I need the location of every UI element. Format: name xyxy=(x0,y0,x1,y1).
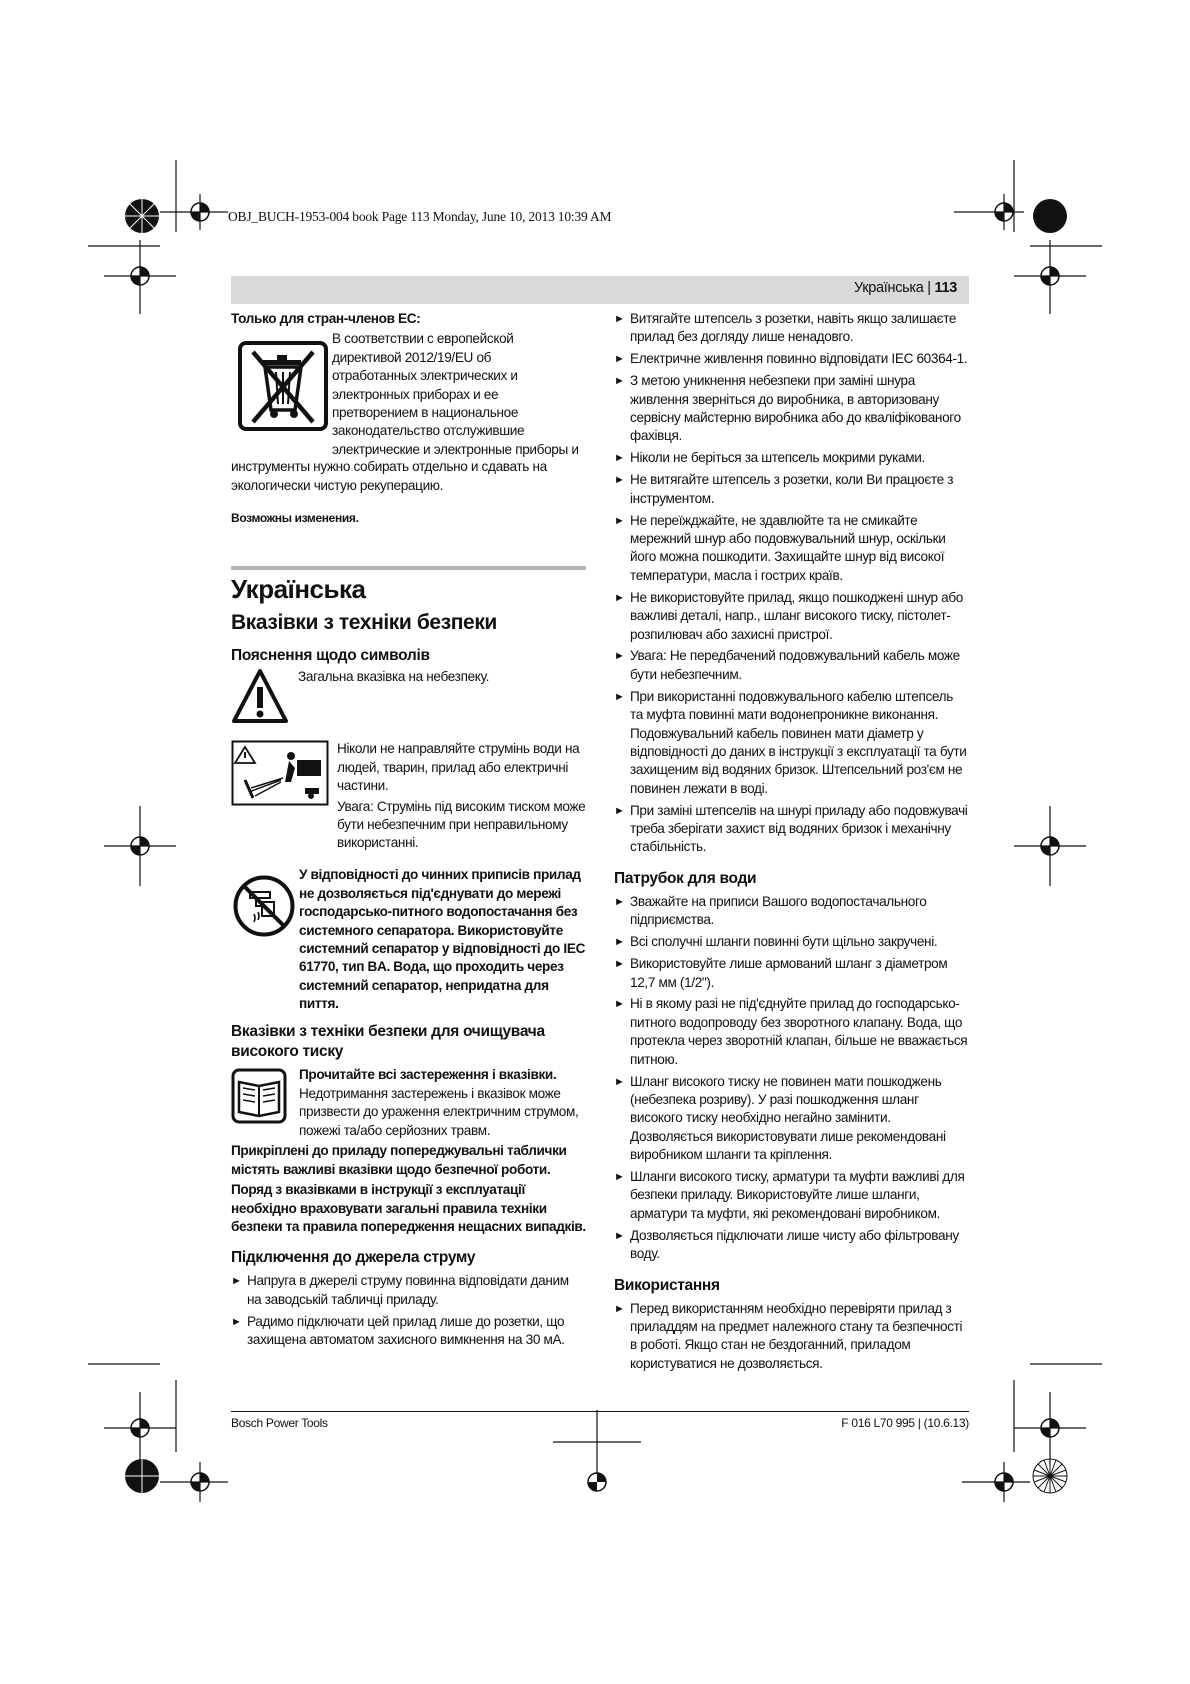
list-item: ► Не витягайте штепсель з розетки, коли Ви працюєте з інструментом. xyxy=(614,471,969,508)
symbol-water-text: У відповідності до чинних приписів прилад не дозволяється під'єднувати до мережі господарсько-питного водопостачання без системного сепаратора. Використовуйте системний сепаратор у відповідності до IEC 61770, тип BA. Вода, що проходить через системний сепаратор, непридатна для пиття. xyxy=(299,867,586,1012)
manual-text: Недотримання застережень і вказівок може призвести до ураження електричним струмом, пожежі та/або серйозних травм. xyxy=(299,1085,579,1138)
manual-bold-text: Прочитайте всі застереження і вказівки. xyxy=(299,1067,557,1083)
cleaner-heading: Вказівки з техніки безпеки для очищувача високого тиску xyxy=(231,1023,545,1061)
list-item: ► Використовуйте лише армований шланг з діаметром 12,7 мм (1/2"). xyxy=(614,955,969,992)
footer-doc-code: F 016 L70 995 | (10.6.13) xyxy=(841,1416,969,1430)
right-column xyxy=(614,310,969,1377)
list-item: ► Не переїжджайте, не здавлюйте та не смикайте мережний шнур або подовжувальний шнур, оскільки його можна пошкодити. Захищайте шнур від високої температури, масла і гострих країв. xyxy=(614,512,969,586)
list-item: ► Перед використанням необхідно перевіряти прилад з приладдям на предмет належного стану та безпечності в роботі. Якщо стан не бездоганний, приладом користуватися не дозволяється. xyxy=(614,1300,969,1374)
footer-brand: Bosch Power Tools xyxy=(231,1416,328,1430)
ec-text-line: В соответствии с европейской xyxy=(332,331,514,347)
water-heading: Патрубок для води xyxy=(614,869,757,887)
ec-text-line: законодательство отслужившие xyxy=(332,423,525,439)
no-drinking-water-icon xyxy=(232,874,296,938)
list-item: ► Не використовуйте прилад, якщо пошкоджені шнур або важливі деталі, напр., шланг високого тиску, пістолет-розпилювач або захисні пристрої. xyxy=(614,589,969,644)
ec-text-line: директивой 2012/19/EU об xyxy=(332,349,492,365)
ec-text-line: электронных приборах и ее xyxy=(332,386,499,402)
symbol-general-text: Загальна вказівка на небезпеку. xyxy=(298,669,490,685)
footer-rule xyxy=(231,1411,969,1412)
list-item: ► Шланги високого тиску, арматури та муфти важливі для безпеки приладу. Використовуйте лише шланги, арматури та муфти, які рекомендовані виробником. xyxy=(614,1168,969,1223)
water-jet-warning-icon xyxy=(231,740,329,806)
use-heading: Використання xyxy=(614,1276,720,1294)
list-item: ► З метою уникнення небезпеки при заміні шнура живлення зверніться до виробника, в авторизовану сервісну майстерню виробника або до кваліфікованого фахівця. xyxy=(614,372,969,446)
header-separator: | xyxy=(927,280,931,296)
ec-text-line: электрические и электронные приборы и xyxy=(332,441,579,457)
section-divider xyxy=(231,566,586,570)
list-item: ► Електричне живлення повинно відповідати IEC 60364-1. xyxy=(614,350,969,368)
plates-text: Прикріплені до приладу попереджувальні таблички містять важливі вказівки щодо безпечної роботи. xyxy=(231,1143,567,1177)
print-info-line: OBJ_BUCH-1953-004 book Page 113 Monday, June 10, 2013 10:39 AM xyxy=(228,209,612,224)
ec-heading: Только для стран-членов ЕС: xyxy=(231,311,421,326)
power-heading: Підключення до джерела струму xyxy=(231,1249,476,1267)
list-item: ► Ні в якому разі не під'єднуйте прилад до господарсько-питного водопроводу без зворотного клапану. Вода, що протекла через зворотній клапан, більше не вважається питною. xyxy=(614,995,969,1069)
ec-text-line: претворением в национальное xyxy=(332,405,519,421)
header-section: Українська xyxy=(853,280,924,296)
page-header xyxy=(231,276,969,304)
list-item: ► Напруга в джерелі струму повинна відповідати даним на заводській табличці приладу. xyxy=(231,1272,586,1309)
water-list xyxy=(614,893,969,1264)
list-item: ► При заміні штепселів на шнурі приладу або подовжувачі треба зберігати захист від водяних бризок і механічну стабільність. xyxy=(614,802,969,857)
list-item: ► Всі сполучні шланги повинні бути щільно закручені. xyxy=(614,933,969,951)
list-item: ► Зважайте на приписи Вашого водопостачального підприємства. xyxy=(614,893,969,930)
list-item: ► Радимо підключати цей прилад лише до розетки, що захищена автоматом захисного вимкнення на 30 мА. xyxy=(231,1313,586,1350)
ec-text-continued: инструменты нужно собирать отдельно и сдавать на экологически чистую рекуперацию. xyxy=(231,459,547,493)
list-item: ► Дозволяється підключати лише чисту або фільтровану воду. xyxy=(614,1227,969,1264)
ec-text-line: отработанных электрических и xyxy=(332,368,518,384)
safety-title: Вказівки з техніки безпеки xyxy=(231,611,497,635)
power-list xyxy=(231,1272,586,1349)
read-manual-icon xyxy=(231,1068,287,1124)
warning-triangle-icon xyxy=(231,668,289,726)
list-item: ► При використанні подовжувального кабелю штепсель та муфта повинні мати водонепроникне виконання. Подовжувальний кабель повинен мати діаметр у відповідності до даних в інструкції з експлуатації та бути захищеним від водяних бризок. Штепсельний роз'єм не повинен лежати в воді. xyxy=(614,688,969,798)
symbols-heading: Пояснення щодо символів xyxy=(231,647,430,665)
safety-list xyxy=(614,310,969,857)
changes-note: Возможны изменения. xyxy=(231,511,359,526)
crossed-bin-icon xyxy=(237,340,329,432)
list-item: ► Витягайте штепсель з розетки, навіть якщо залишаєте прилад без догляду лише ненадовго. xyxy=(614,310,969,347)
symbol-jet-text: Ніколи не направляйте струмінь води на людей, тварин, прилад або електричні частини. xyxy=(337,741,580,794)
symbol-jet-warning: Увага: Струмінь під високим тиском може бути небезпечним при неправильному використанні. xyxy=(337,798,586,851)
page-number: 113 xyxy=(934,280,957,296)
left-column xyxy=(231,310,586,1353)
list-item: ► Шланг високого тиску не повинен мати пошкоджень (небезпека розриву). У разі пошкодження шланг високого тиску необхідно негайно замінити. Дозволяється використовувати лише рекомендовані виробником шланги та кріплення. xyxy=(614,1073,969,1165)
list-item: ► Ніколи не беріться за штепсель мокрими руками. xyxy=(614,449,969,467)
language-title: Українська xyxy=(231,573,366,604)
general-rules-text: Поряд з вказівками в інструкції з експлуатації необхідно враховувати загальні правила техніки безпеки та правила попередження нещасних випадків. xyxy=(231,1182,586,1235)
list-item: ► Увага: Не передбачений подовжувальний кабель може бути небезпечним. xyxy=(614,647,969,684)
use-list xyxy=(614,1300,969,1374)
